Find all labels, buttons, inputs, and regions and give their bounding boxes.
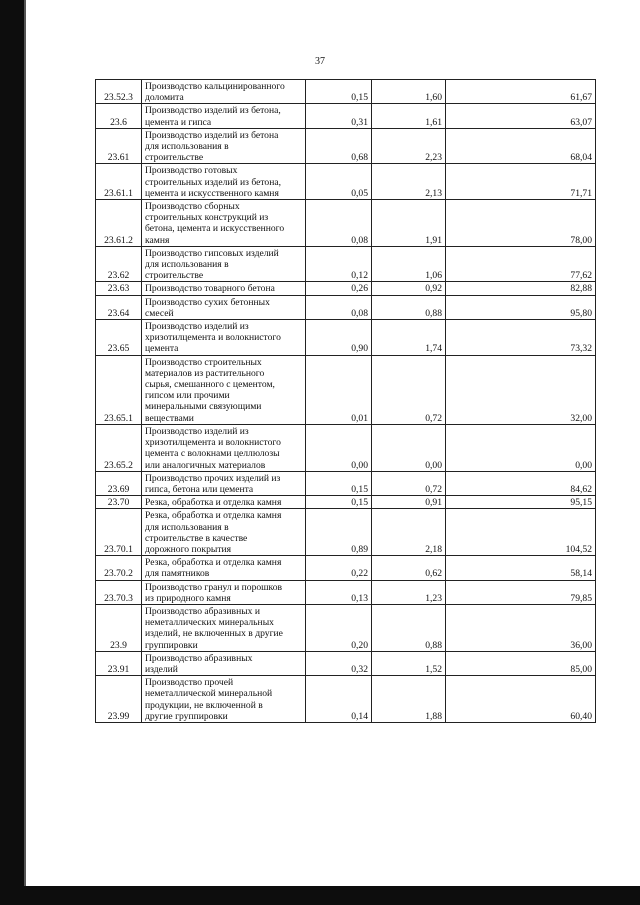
row-value-1: 0,12 (306, 246, 372, 282)
table-row (96, 471, 596, 495)
row-code: 23.70.3 (96, 580, 142, 604)
row-value-2: 1,91 (372, 200, 446, 247)
row-value-3: 95,15 (446, 496, 596, 509)
row-name-text: Производство гипсовых изделий для использования в строительстве (145, 247, 279, 282)
row-value-3: 104,52 (446, 509, 596, 556)
row-value-3: 84,62 (446, 471, 596, 495)
row-value-3: 79,85 (446, 580, 596, 604)
table-body (96, 80, 596, 723)
row-value-1: 0,13 (306, 580, 372, 604)
row-code: 23.62 (96, 246, 142, 282)
row-value-2: 1,52 (372, 651, 446, 675)
row-value-3: 82,88 (446, 282, 596, 295)
row-value-2: 1,23 (372, 580, 446, 604)
row-code: 23.61 (96, 128, 142, 164)
row-code: 23.9 (96, 604, 142, 651)
row-name-text: Производство абразивных изделий (145, 652, 253, 675)
table-row (96, 246, 596, 282)
table-row (96, 200, 596, 247)
row-value-2: 0,00 (372, 424, 446, 471)
row-value-2: 0,88 (372, 295, 446, 319)
table-row (96, 164, 596, 200)
row-value-1: 0,05 (306, 164, 372, 200)
table-row (96, 320, 596, 356)
row-code: 23.52.3 (96, 80, 142, 104)
row-value-3: 73,32 (446, 320, 596, 356)
row-value-1: 0,08 (306, 200, 372, 247)
table-row (96, 496, 596, 509)
row-name (142, 128, 306, 164)
row-name (142, 200, 306, 247)
row-value-2: 0,72 (372, 471, 446, 495)
table-row (96, 104, 596, 128)
table-row (96, 556, 596, 580)
row-value-2: 0,91 (372, 496, 446, 509)
row-name (142, 496, 306, 509)
row-value-1: 0,14 (306, 676, 372, 723)
table-row (96, 580, 596, 604)
row-name-text: Производство прочих изделий из гипса, бетона или цемента (145, 472, 281, 495)
row-value-1: 0,00 (306, 424, 372, 471)
row-value-3: 60,40 (446, 676, 596, 723)
row-value-1: 0,15 (306, 496, 372, 509)
row-code: 23.70.1 (96, 509, 142, 556)
scan-edge-left (0, 0, 24, 905)
row-value-1: 0,20 (306, 604, 372, 651)
row-name-text: Производство прочей неметаллической минеральной продукции, не включенной в другие группировки (145, 677, 273, 722)
table-row (96, 651, 596, 675)
row-name (142, 471, 306, 495)
row-name-text: Производство абразивных и неметаллических минеральных изделий, не включенных в другие группировки (145, 605, 283, 651)
row-value-1: 0,26 (306, 282, 372, 295)
row-name (142, 164, 306, 200)
row-name-text: Производство изделий из хризотилцемента и волокнистого цемента с волокнами целлюлозы или аналогичных материалов (145, 425, 281, 471)
row-value-1: 0,89 (306, 509, 372, 556)
table-row (96, 128, 596, 164)
row-code: 23.99 (96, 676, 142, 723)
row-value-3: 78,00 (446, 200, 596, 247)
row-code: 23.65.2 (96, 424, 142, 471)
row-code: 23.65 (96, 320, 142, 356)
row-value-1: 0,68 (306, 128, 372, 164)
row-name (142, 676, 306, 723)
scan-edge-bottom (24, 886, 640, 905)
row-code: 23.61.2 (96, 200, 142, 247)
row-value-3: 58,14 (446, 556, 596, 580)
row-value-3: 95,80 (446, 295, 596, 319)
row-name (142, 509, 306, 556)
row-name (142, 556, 306, 580)
row-value-3: 61,67 (446, 80, 596, 104)
table-row (96, 424, 596, 471)
row-value-3: 63,07 (446, 104, 596, 128)
page-number: 37 (315, 56, 325, 67)
row-name (142, 246, 306, 282)
row-name (142, 295, 306, 319)
row-value-1: 0,31 (306, 104, 372, 128)
row-name-text: Резка, обработка и отделка камня для использования в строительстве в качестве дорожного покрытия (145, 510, 282, 555)
row-value-3: 68,04 (446, 128, 596, 164)
row-name-text: Производство гранул и порошков из природного камня (145, 581, 283, 604)
row-name-text: Производство кальцинированного доломита (145, 81, 285, 104)
row-name (142, 580, 306, 604)
row-name-text: Резка, обработка и отделка камня для памятников (145, 557, 282, 580)
row-name-text: Производство строительных материалов из растительного сырья, смешанного с цементом, гипсом или прочими минеральными связующими веществами (145, 356, 275, 424)
row-value-1: 0,08 (306, 295, 372, 319)
row-code: 23.61.1 (96, 164, 142, 200)
row-code: 23.70 (96, 496, 142, 509)
row-name-text: Производство сборных строительных конструкций из бетона, цемента и искусственного камня (145, 201, 285, 246)
row-code: 23.64 (96, 295, 142, 319)
row-code: 23.63 (96, 282, 142, 295)
row-value-3: 32,00 (446, 355, 596, 424)
row-value-2: 0,62 (372, 556, 446, 580)
row-value-1: 0,15 (306, 471, 372, 495)
row-value-2: 2,13 (372, 164, 446, 200)
row-value-2: 1,74 (372, 320, 446, 356)
row-value-3: 36,00 (446, 604, 596, 651)
row-value-3: 71,71 (446, 164, 596, 200)
row-name (142, 604, 306, 651)
row-value-2: 1,60 (372, 80, 446, 104)
row-value-1: 0,15 (306, 80, 372, 104)
data-table (95, 79, 596, 723)
table-row (96, 282, 596, 295)
row-name (142, 80, 306, 104)
row-name-text: Производство сухих бетонных смесей (145, 296, 270, 319)
row-code: 23.70.2 (96, 556, 142, 580)
row-code: 23.65.1 (96, 355, 142, 424)
row-name-text: Резка, обработка и отделка камня (145, 497, 282, 509)
row-name (142, 104, 306, 128)
row-value-2: 0,88 (372, 604, 446, 651)
row-name-text: Производство изделий из бетона для использования в строительстве (145, 129, 279, 164)
row-value-1: 0,90 (306, 320, 372, 356)
table-row (96, 355, 596, 424)
row-name (142, 651, 306, 675)
row-value-2: 1,61 (372, 104, 446, 128)
scan-edge-left-line (24, 0, 26, 905)
row-value-2: 1,06 (372, 246, 446, 282)
row-value-1: 0,22 (306, 556, 372, 580)
row-value-3: 85,00 (446, 651, 596, 675)
row-code: 23.91 (96, 651, 142, 675)
row-code: 23.69 (96, 471, 142, 495)
table-row (96, 80, 596, 104)
row-name (142, 320, 306, 356)
row-value-2: 1,88 (372, 676, 446, 723)
row-name (142, 355, 306, 424)
row-value-2: 0,72 (372, 355, 446, 424)
table-row (96, 676, 596, 723)
row-value-2: 2,18 (372, 509, 446, 556)
row-value-3: 0,00 (446, 424, 596, 471)
row-value-3: 77,62 (446, 246, 596, 282)
row-name (142, 282, 306, 295)
row-name-text: Производство готовых строительных изделий из бетона, цемента и искусственного камня (145, 165, 282, 199)
row-value-2: 2,23 (372, 128, 446, 164)
table-row (96, 604, 596, 651)
row-value-2: 0,92 (372, 282, 446, 295)
row-code: 23.6 (96, 104, 142, 128)
row-value-1: 0,01 (306, 355, 372, 424)
row-name-text: Производство изделий из хризотилцемента и волокнистого цемента (145, 321, 281, 355)
row-value-1: 0,32 (306, 651, 372, 675)
table-row (96, 295, 596, 319)
row-name-text: Производство товарного бетона (145, 283, 275, 295)
row-name (142, 424, 306, 471)
table-row (96, 509, 596, 556)
row-name-text: Производство изделий из бетона, цемента и гипса (145, 105, 281, 128)
